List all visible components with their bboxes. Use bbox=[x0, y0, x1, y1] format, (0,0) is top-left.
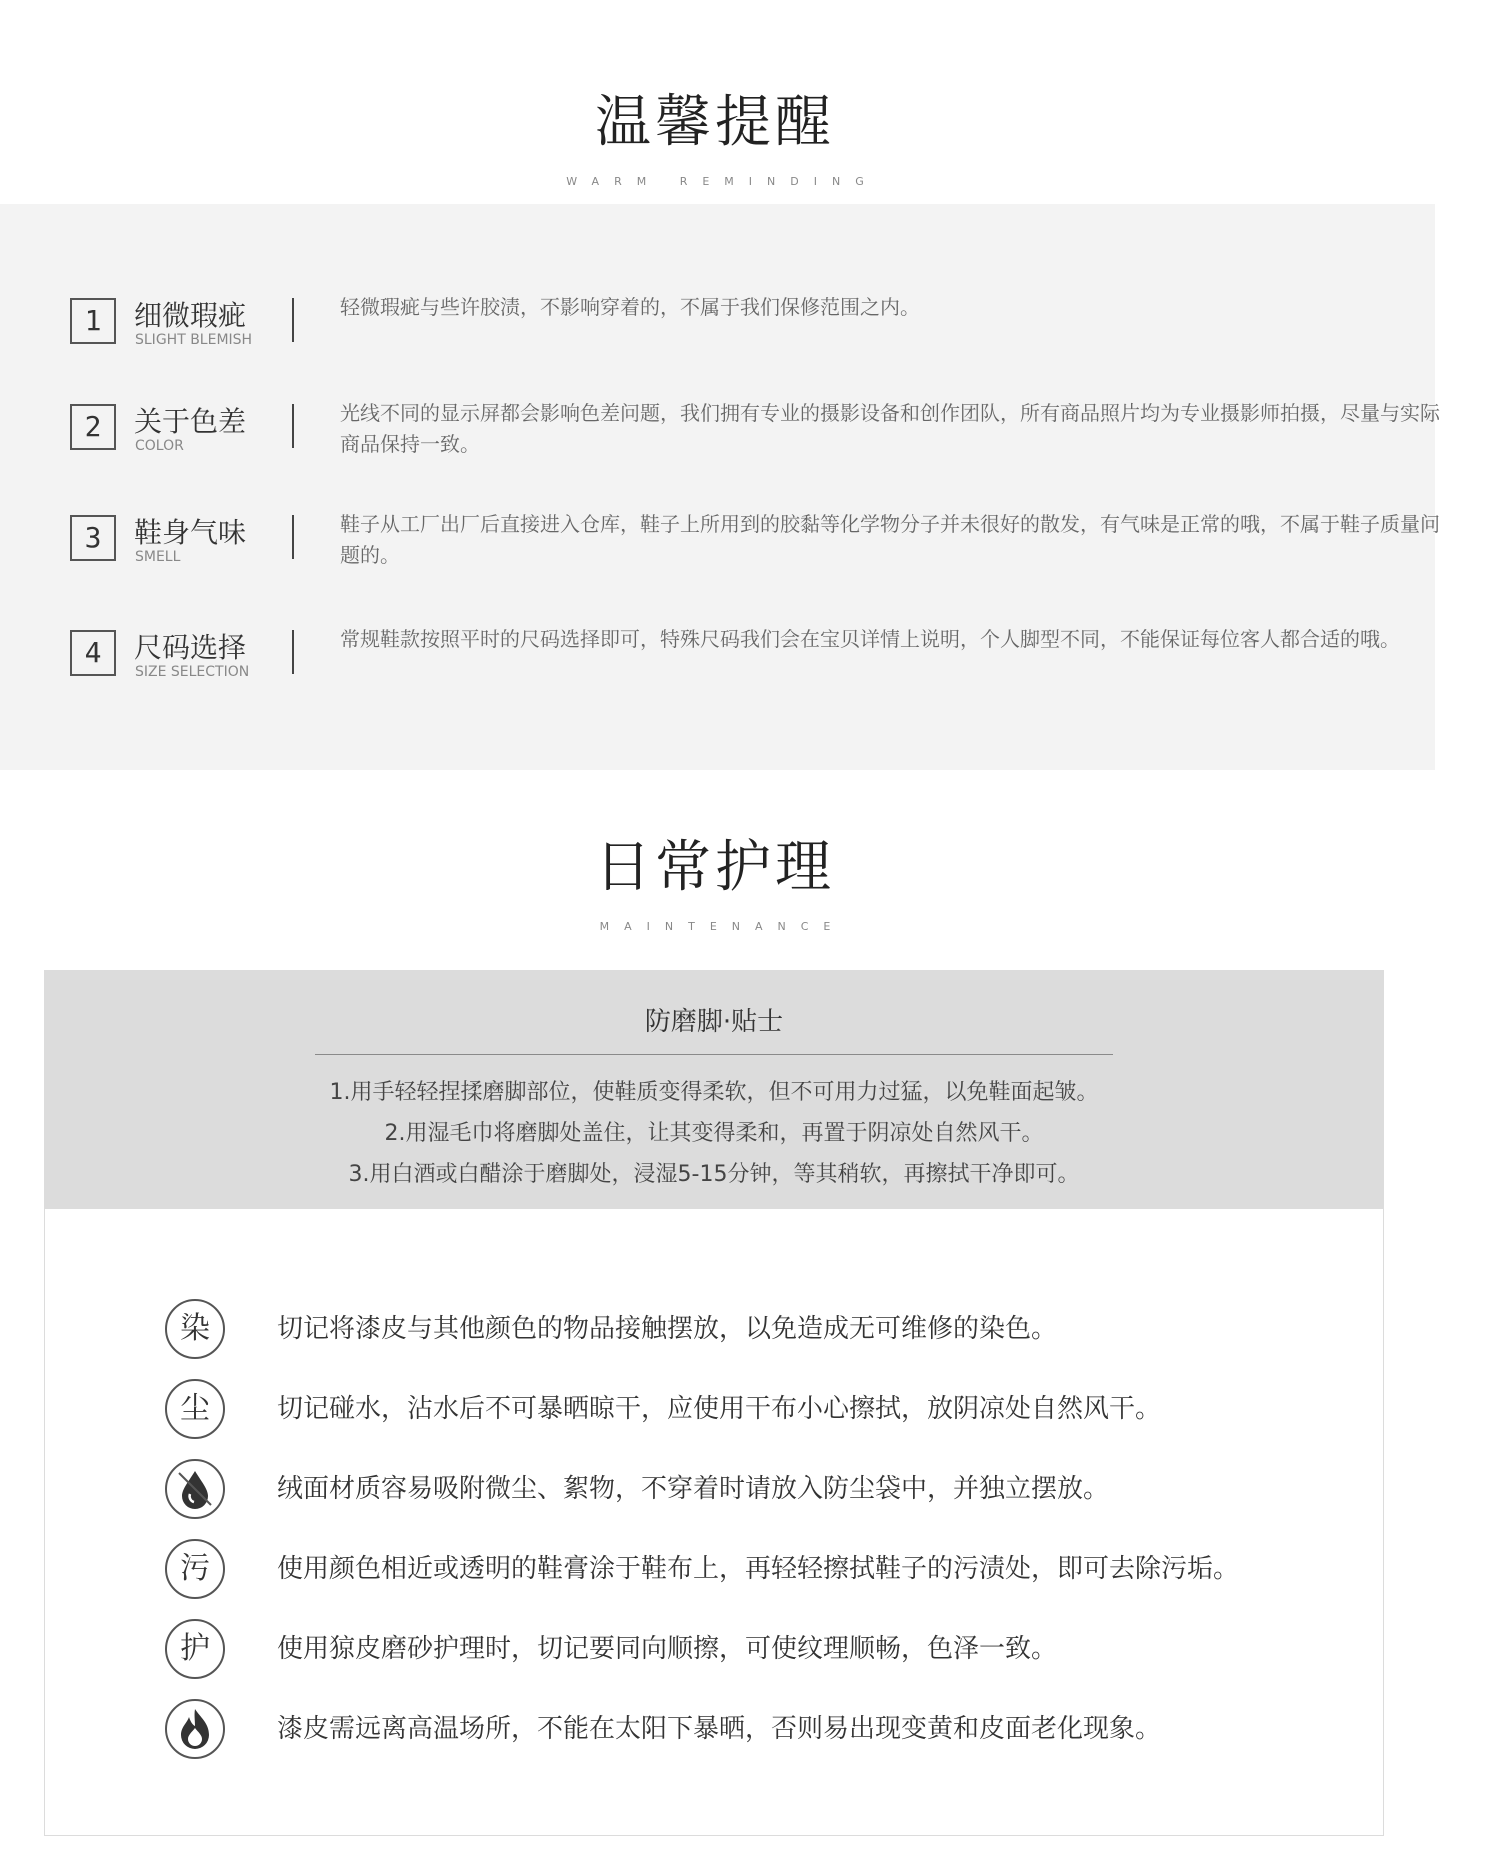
tip-number: 3 bbox=[70, 515, 116, 561]
tip-text: 轻微瑕疵与些许胶渍，不影响穿着的，不属于我们保修范围之内。 bbox=[340, 295, 920, 319]
tip-title: 细微瑕疵 bbox=[134, 299, 247, 332]
protect-icon: 护 bbox=[165, 1619, 225, 1679]
care-item bbox=[165, 1459, 1265, 1521]
care-text: 切记将漆皮与其他颜色的物品接触摆放，以免造成无可维修的染色。 bbox=[277, 1314, 1058, 1344]
tip-row bbox=[70, 509, 1440, 579]
anti-chafe-tips bbox=[45, 971, 1383, 1209]
tip-title: 鞋身气味 bbox=[134, 516, 247, 549]
tip-number: 2 bbox=[70, 404, 116, 450]
tip-number: 4 bbox=[70, 630, 116, 676]
tips-title: 防磨脚·贴士 bbox=[644, 1007, 784, 1037]
tip-row bbox=[70, 292, 1380, 362]
care-item bbox=[165, 1299, 1265, 1361]
dust-icon: 尘 bbox=[165, 1379, 225, 1439]
tip-number: 1 bbox=[70, 298, 116, 344]
tip-row bbox=[70, 398, 1440, 468]
maintenance-subtitle: MAINTENANCE bbox=[599, 920, 846, 933]
divider bbox=[292, 630, 294, 674]
flame-icon bbox=[165, 1699, 225, 1759]
maintenance-box bbox=[44, 970, 1384, 1836]
care-item bbox=[165, 1619, 1265, 1681]
tip-subtitle: SLIGHT BLEMISH bbox=[135, 332, 253, 348]
care-text: 使用猄皮磨砂护理时，切记要同向顺擦，可使纹理顺畅，色泽一致。 bbox=[277, 1634, 1058, 1664]
tip-text: 常规鞋款按照平时的尺码选择即可，特殊尺码我们会在宝贝详情上说明，个人脚型不同，不能保证每位客人都合适的哦。 bbox=[340, 627, 1400, 651]
tip-line: 3.用白酒或白醋涂于磨脚处，浸湿5-15分钟，等其稍软，再擦拭干净即可。 bbox=[348, 1162, 1080, 1187]
tip-line: 1.用手轻轻捏揉磨脚部位，使鞋质变得柔软，但不可用力过猛，以免鞋面起皱。 bbox=[329, 1080, 1099, 1105]
care-text: 使用颜色相近或透明的鞋膏涂于鞋布上，再轻轻擦拭鞋子的污渍处，即可去除污垢。 bbox=[277, 1554, 1240, 1584]
warm-reminding-subtitle: WARM REMINDING bbox=[566, 175, 879, 188]
care-text: 漆皮需远离高温场所，不能在太阳下暴晒，否则易出现变黄和皮面老化现象。 bbox=[277, 1714, 1162, 1744]
maintenance-title: 日常护理 bbox=[595, 835, 835, 900]
divider bbox=[292, 404, 294, 448]
maintenance-header bbox=[0, 835, 1430, 933]
care-text: 切记碰水，沾水后不可暴晒晾干，应使用干布小心擦拭，放阴凉处自然风干。 bbox=[277, 1394, 1162, 1424]
tip-text: 鞋子从工厂出厂后直接进入仓库，鞋子上所用到的胶黏等化学物分子并未很好的散发，有气味是正常的哦，不属于鞋子质量问题的。 bbox=[340, 512, 1440, 567]
tip-subtitle: SMELL bbox=[135, 549, 181, 565]
stain-icon: 污 bbox=[165, 1539, 225, 1599]
tip-text: 光线不同的显示屏都会影响色差问题，我们拥有专业的摄影设备和创作团队，所有商品照片均为专业摄影师拍摄，尽量与实际商品保持一致。 bbox=[340, 401, 1440, 456]
care-item bbox=[165, 1379, 1265, 1441]
care-item bbox=[165, 1699, 1265, 1761]
tip-subtitle: SIZE SELECTION bbox=[135, 664, 250, 680]
warm-reminding-title: 温馨提醒 bbox=[595, 90, 835, 155]
divider bbox=[292, 298, 294, 342]
tip-title: 关于色差 bbox=[134, 405, 247, 438]
dye-icon: 染 bbox=[165, 1299, 225, 1359]
tip-title: 尺码选择 bbox=[134, 631, 247, 664]
tip-line: 2.用湿毛巾将磨脚处盖住，让其变得柔和，再置于阴凉处自然风干。 bbox=[384, 1121, 1044, 1146]
tip-subtitle: COLOR bbox=[135, 438, 184, 454]
divider bbox=[292, 515, 294, 559]
drop-icon bbox=[165, 1459, 225, 1519]
care-text: 绒面材质容易吸附微尘、絮物，不穿着时请放入防尘袋中，并独立摆放。 bbox=[277, 1474, 1110, 1504]
tip-row bbox=[70, 624, 1400, 694]
warm-reminding-header bbox=[0, 90, 1430, 188]
care-item bbox=[165, 1539, 1265, 1601]
divider bbox=[315, 1054, 1113, 1055]
warm-reminding-panel bbox=[0, 204, 1440, 770]
